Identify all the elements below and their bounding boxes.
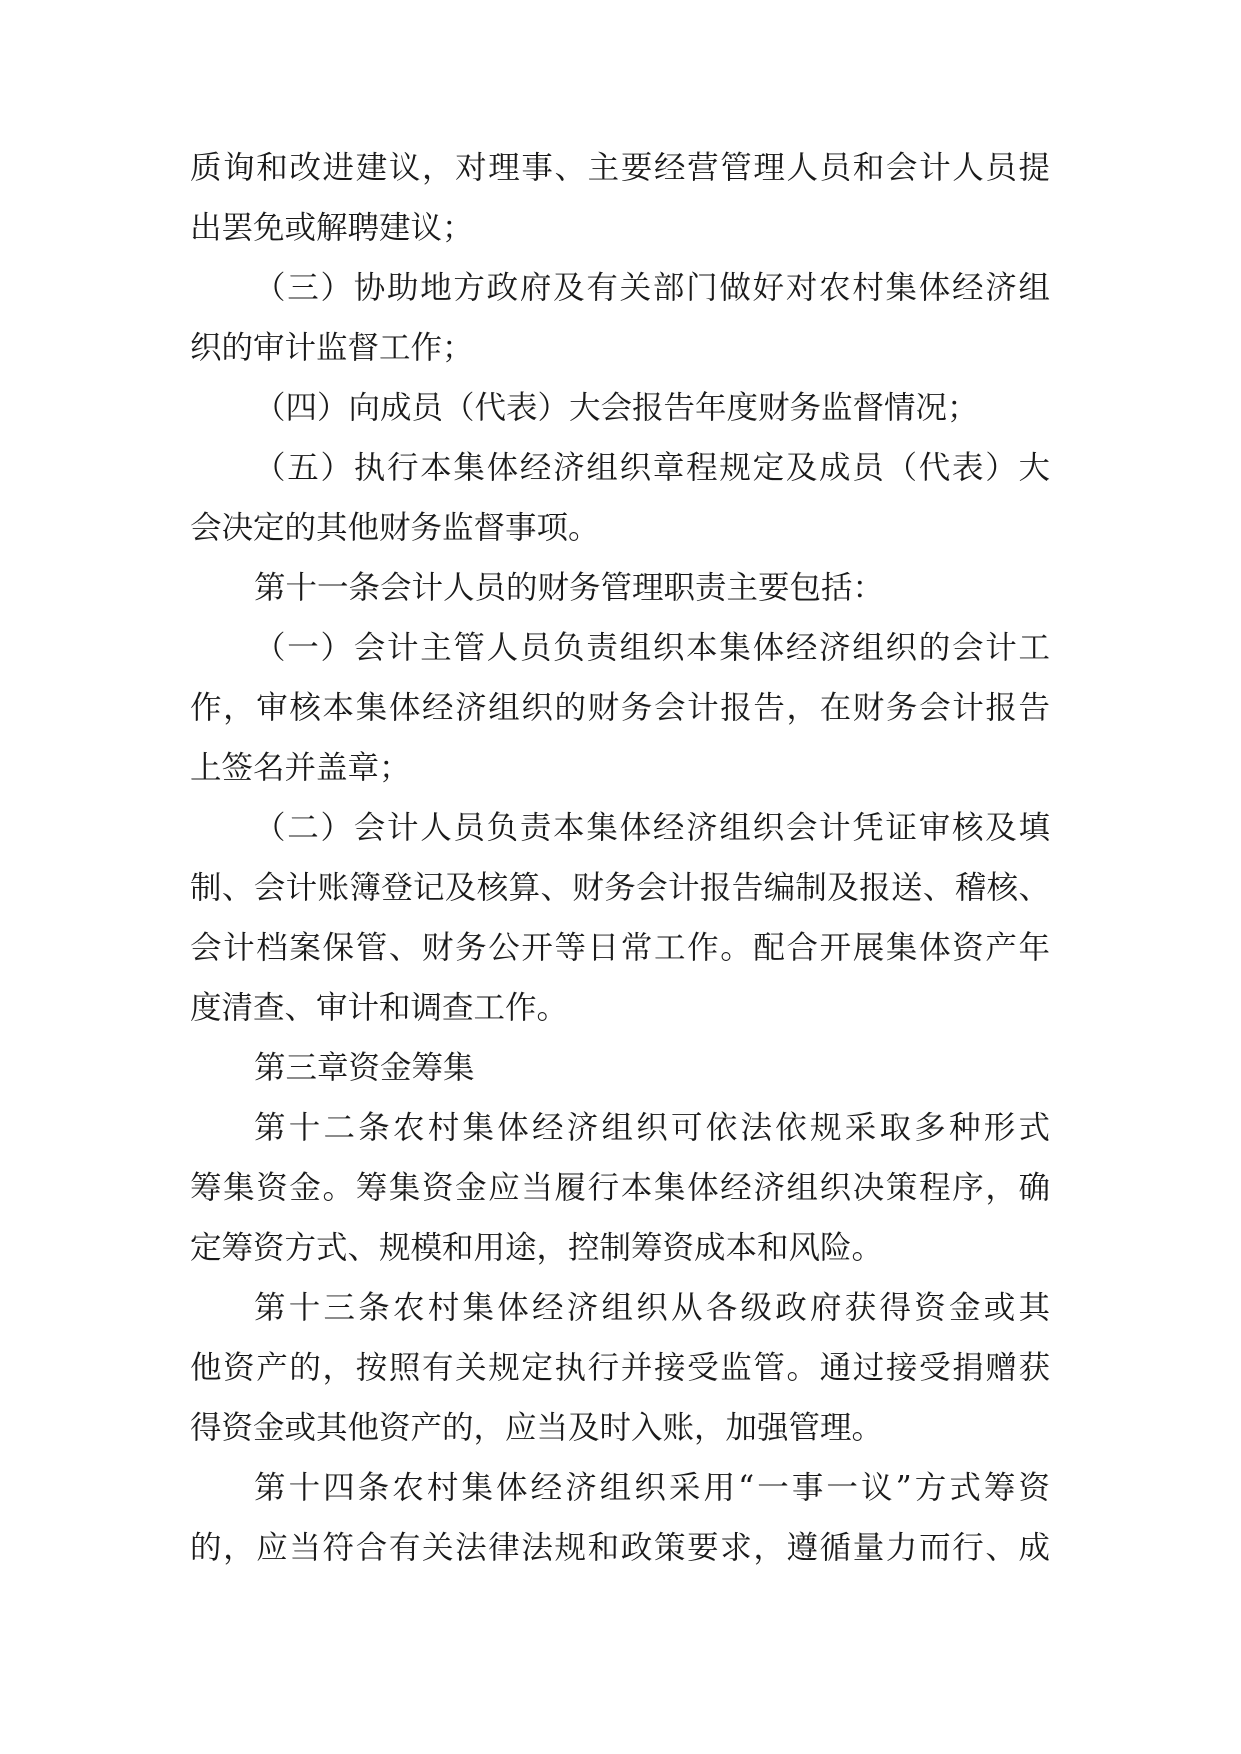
text-line: （四）向成员（代表）大会报告年度财务监督情况；	[254, 390, 979, 426]
text-line: 会计档案保管、财务公开等日常工作。配合开展集体资产年	[190, 930, 1050, 966]
text-line: 织的审计监督工作；	[190, 330, 474, 366]
text-line: （五）执行本集体经济组织章程规定及成员（代表）大	[254, 450, 1050, 486]
article-heading: 第十二条农村集体经济组织可依法依规采取多种形式	[254, 1110, 1050, 1146]
text-line: 的，应当符合有关法律法规和政策要求，遵循量力而行、成	[190, 1530, 1050, 1566]
text-line: 得资金或其他资产的，应当及时入账，加强管理。	[190, 1410, 884, 1446]
article-heading: 第十一条会计人员的财务管理职责主要包括：	[254, 570, 885, 606]
text-line: 制、会计账簿登记及核算、财务会计报告编制及报送、稽核、	[190, 870, 1050, 906]
text-line: 上签名并盖章；	[190, 750, 411, 786]
text-line: 筹集资金。筹集资金应当履行本集体经济组织决策程序，确	[190, 1170, 1050, 1206]
text-line: 出罢免或解聘建议；	[190, 210, 474, 246]
text-line: （二）会计人员负责本集体经济组织会计凭证审核及填	[254, 810, 1050, 846]
chapter-heading: 第三章资金筹集	[254, 1050, 475, 1086]
text-line: （一）会计主管人员负责组织本集体经济组织的会计工	[254, 630, 1050, 666]
text-line: 定筹资方式、规模和用途，控制筹资成本和风险。	[190, 1230, 884, 1266]
article-heading: 第十三条农村集体经济组织从各级政府获得资金或其	[254, 1290, 1050, 1326]
article-heading: 第十四条农村集体经济组织采用“一事一议”方式筹资	[254, 1470, 1050, 1506]
text-line: 会决定的其他财务监督事项。	[190, 510, 600, 546]
text-line: 作，审核本集体经济组织的财务会计报告，在财务会计报告	[190, 690, 1050, 726]
text-line: （三）协助地方政府及有关部门做好对农村集体经济组	[254, 270, 1050, 306]
text-line: 质询和改进建议，对理事、主要经营管理人员和会计人员提	[190, 150, 1050, 186]
text-line: 他资产的，按照有关规定执行并接受监管。通过接受捐赠获	[190, 1350, 1050, 1386]
text-line: 度清查、审计和调查工作。	[190, 990, 569, 1026]
